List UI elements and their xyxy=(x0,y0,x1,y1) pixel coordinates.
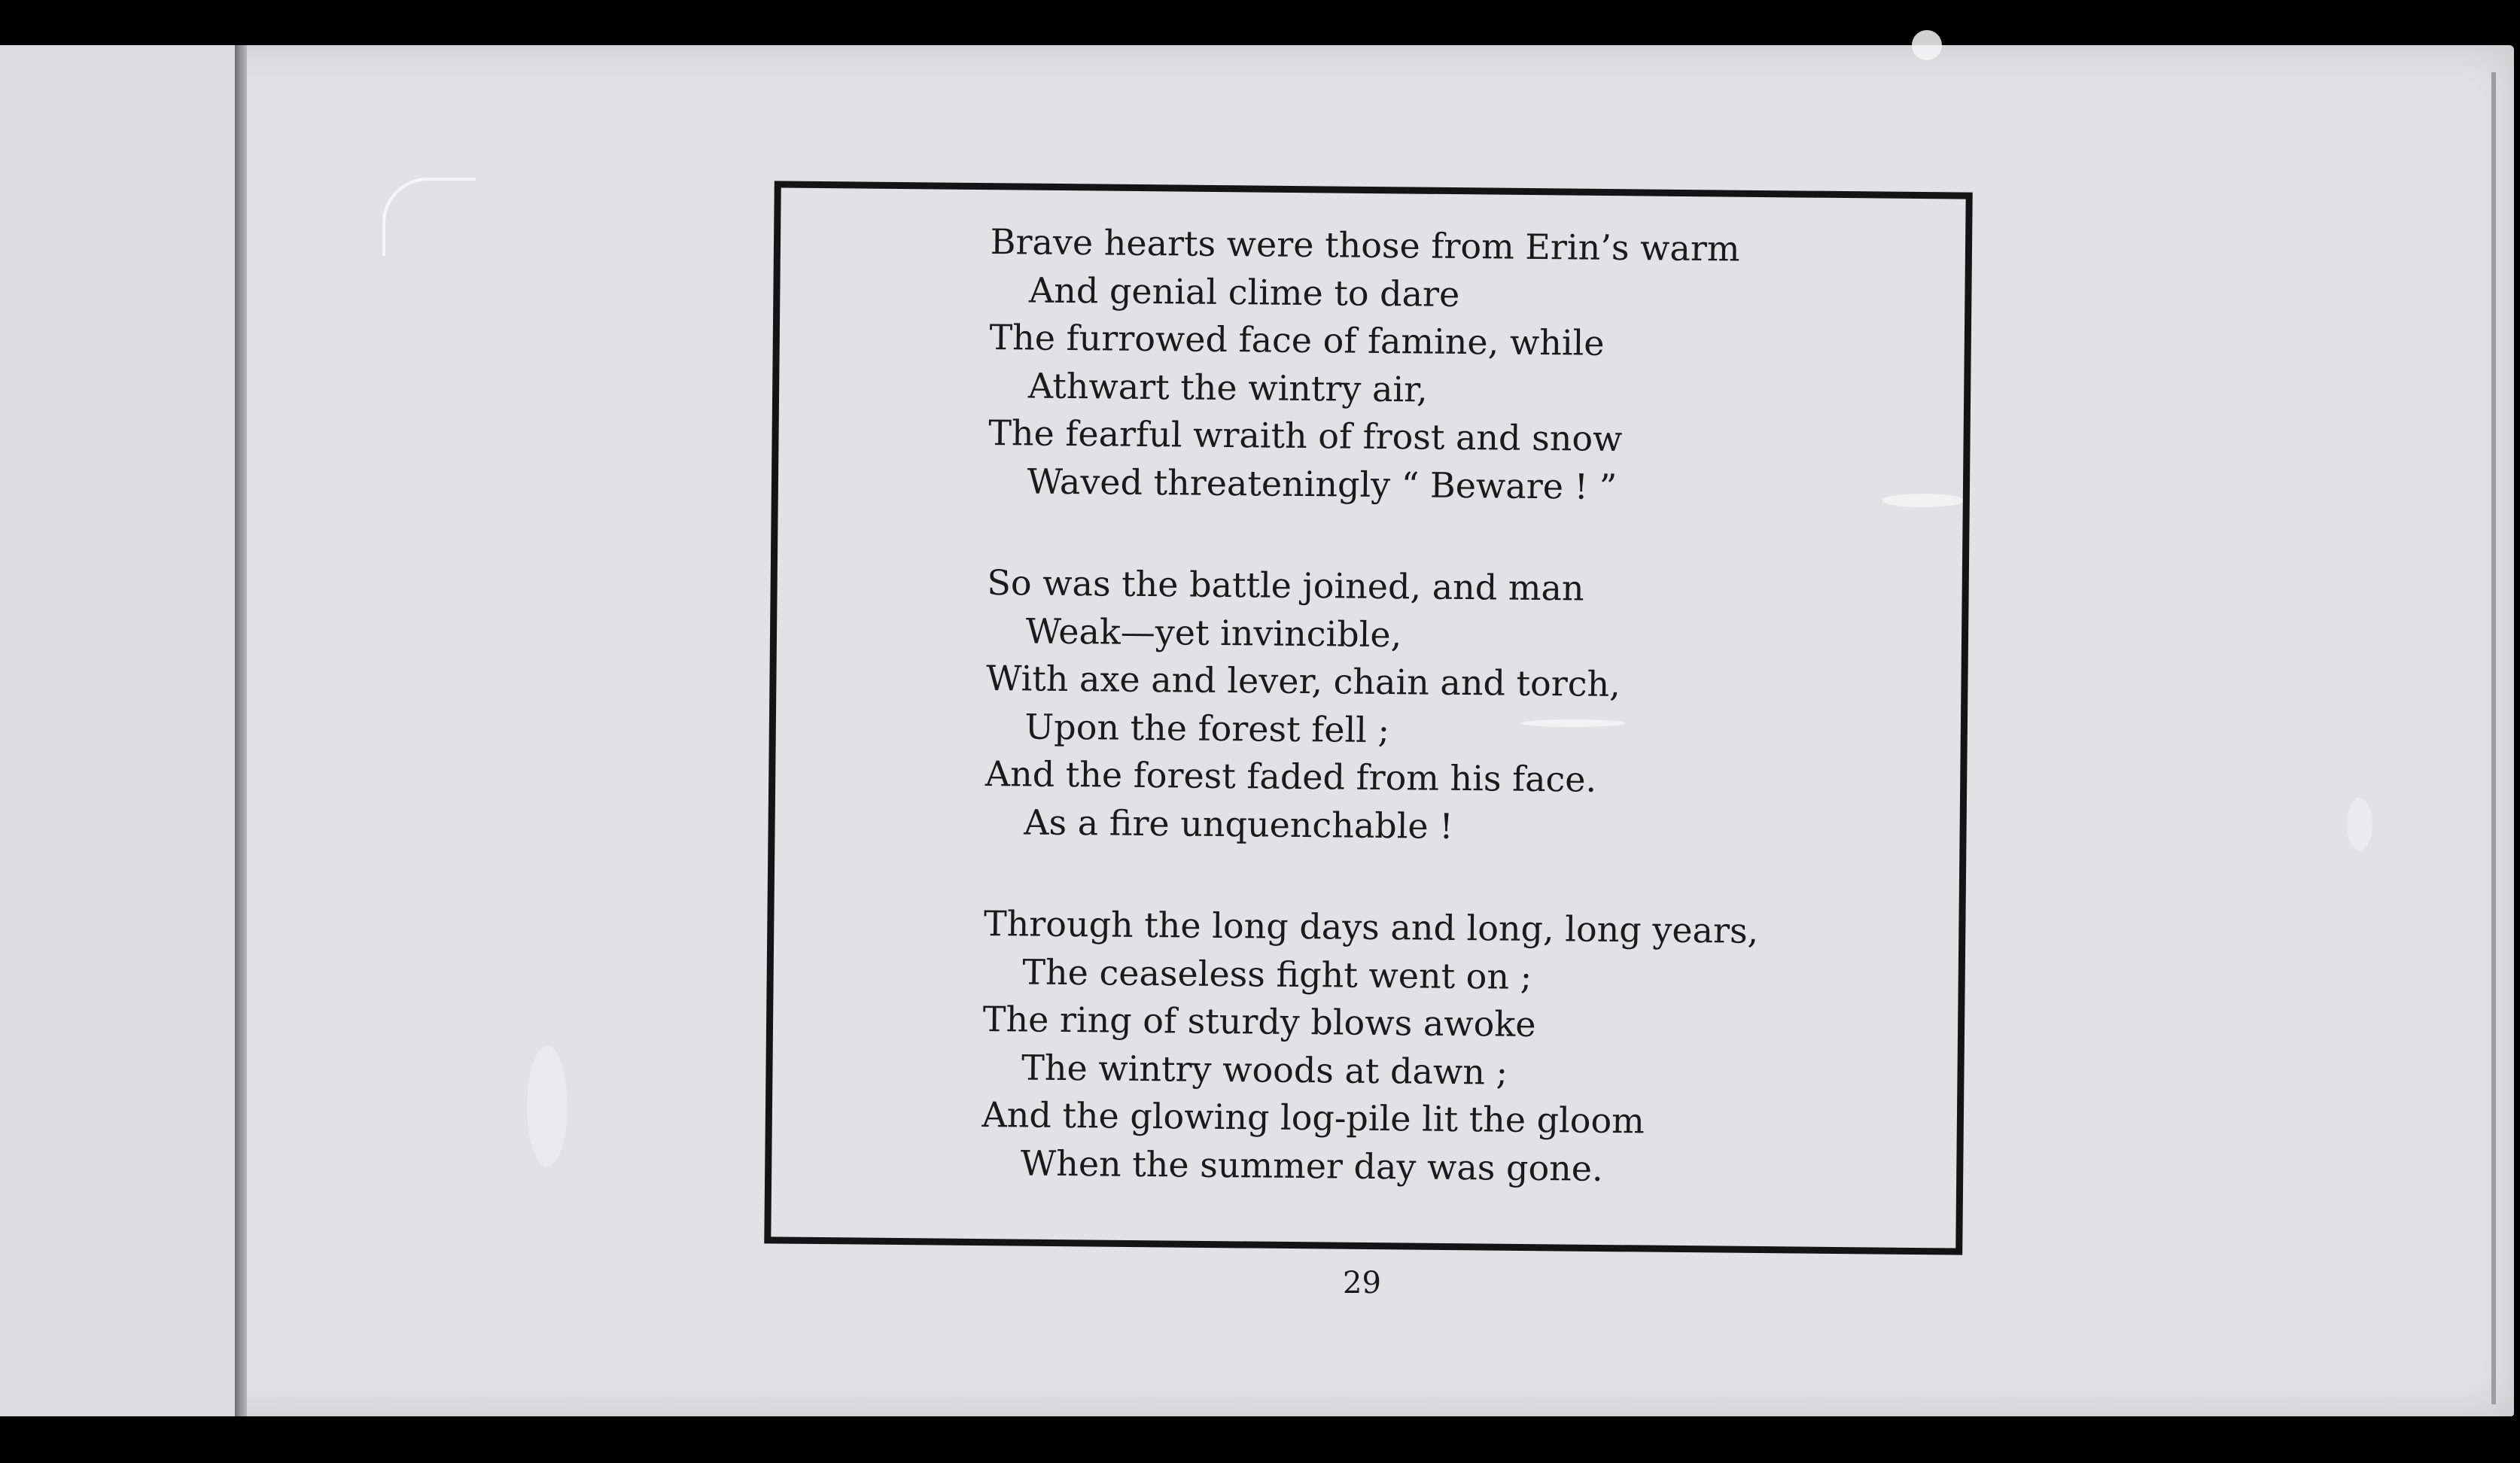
poem-line: Athwart the wintry air, xyxy=(1027,364,1428,410)
scan-blemish xyxy=(527,1046,568,1166)
poem-line: The furrowed face of famine, while xyxy=(989,316,1605,363)
poem-line: The fearful wraith of frost and snow xyxy=(988,412,1623,460)
poem-line: Upon the forest fell ; xyxy=(1024,705,1390,750)
scan-blemish xyxy=(2347,798,2372,850)
book-gutter xyxy=(235,45,247,1416)
poem-line: Through the long days and long, long years, xyxy=(983,902,1759,951)
poem-line: And the glowing log-pile lit the gloom xyxy=(982,1093,1645,1142)
poem-line: Weak—yet invincible, xyxy=(1025,610,1402,655)
poem-text xyxy=(982,218,1818,1194)
poem-stanza xyxy=(982,900,1812,1195)
poem-line: And genial clime to dare xyxy=(1028,269,1460,315)
poem-line: The wintry woods at dawn ; xyxy=(1021,1046,1508,1093)
poem-line: When the summer day was gone. xyxy=(1020,1142,1603,1189)
poem-line: Waved threateningly “ Beware ! ” xyxy=(1027,460,1618,507)
poem-line: So was the battle joined, and man xyxy=(987,561,1584,609)
paper-crease-mark xyxy=(382,178,476,256)
scan-blemish xyxy=(1912,30,1942,60)
poem-line: With axe and lever, chain and torch, xyxy=(985,657,1621,705)
poem-stanza xyxy=(985,559,1815,854)
poem-line: As a fire unquenchable ! xyxy=(1024,801,1454,847)
poem-line: Brave hearts were those from Erin’s warm xyxy=(990,221,1740,269)
poem-stanza xyxy=(988,218,1818,513)
poem-line: And the forest faded from his face. xyxy=(985,753,1597,800)
page-number: 29 xyxy=(1343,1266,1381,1300)
right-page-edge xyxy=(2491,72,2496,1404)
left-page-edge xyxy=(0,45,238,1416)
poem-line: The ceaseless fight went on ; xyxy=(1022,950,1532,997)
poem-line: The ring of sturdy blows awoke xyxy=(982,998,1536,1045)
